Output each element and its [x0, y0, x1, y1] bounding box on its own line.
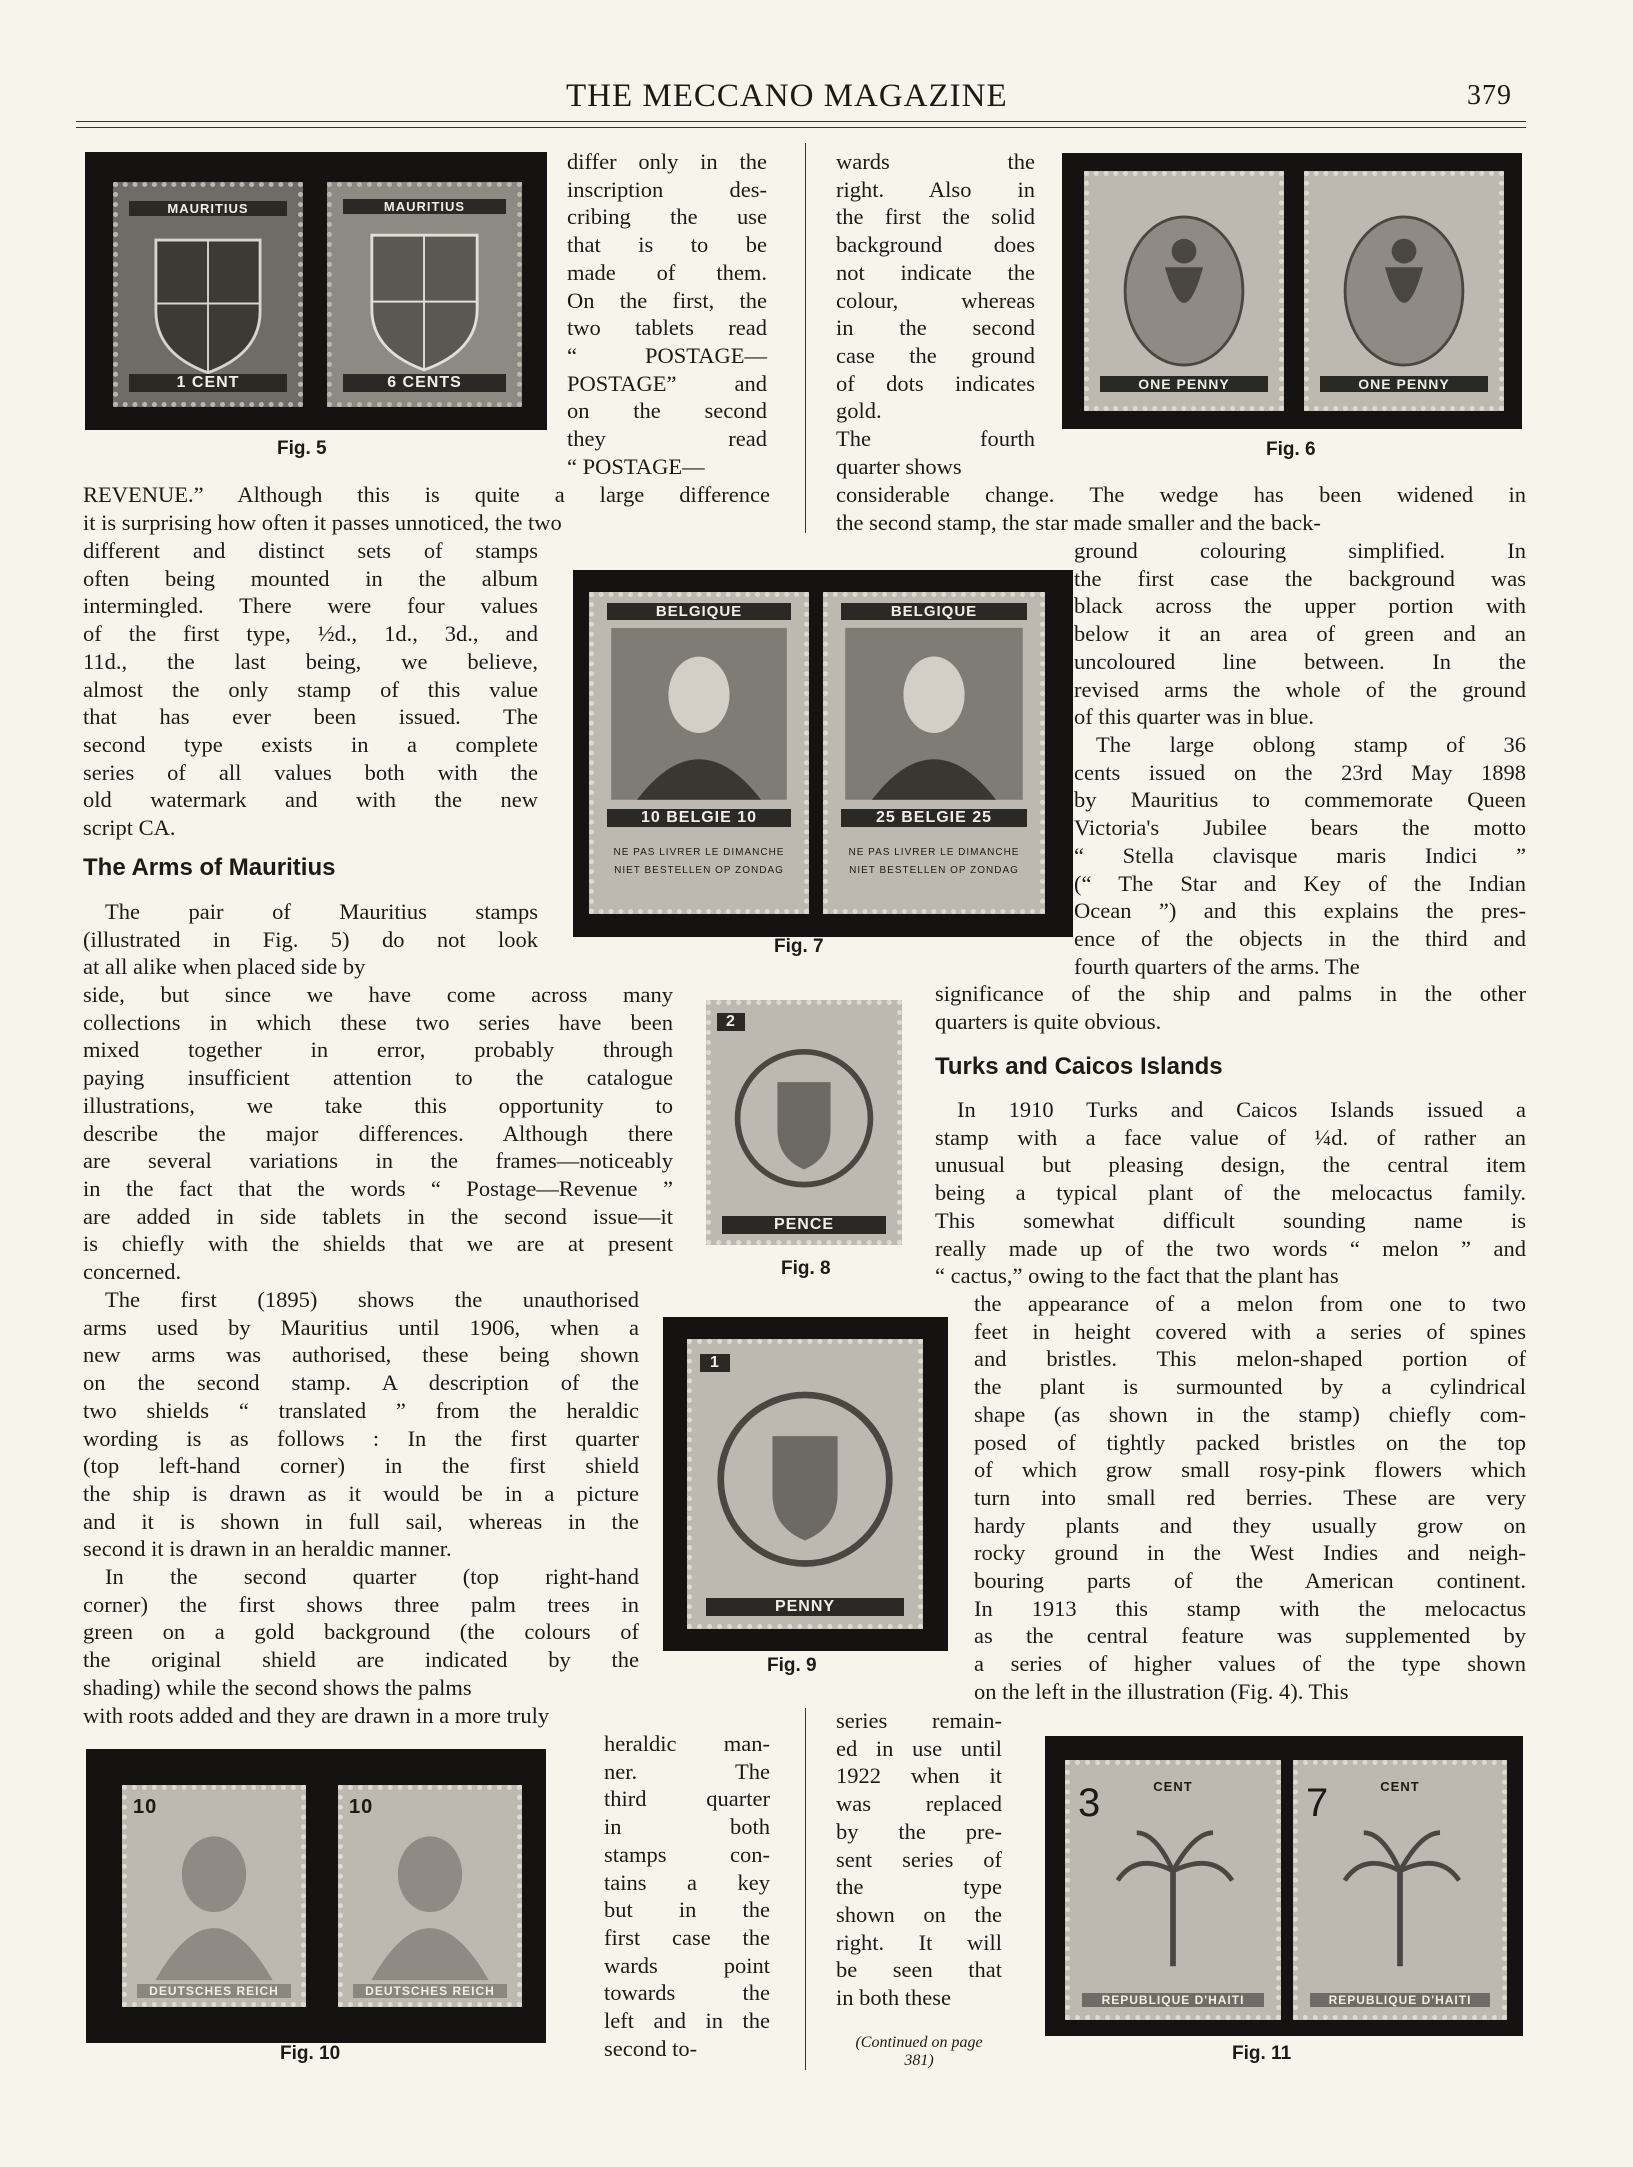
- zealandia-figure-icon: [1089, 176, 1279, 406]
- text-line: but in the: [604, 1897, 770, 1923]
- text-line: background does: [836, 232, 1035, 258]
- text-line: by the pre-: [836, 1818, 1002, 1844]
- text-line: in both: [604, 1814, 770, 1840]
- text-line: inscription des-: [567, 176, 767, 202]
- haiti-7-cent-stamp: [1293, 1760, 1507, 2020]
- coat-of-arms-icon: [711, 1005, 897, 1240]
- germania-10-stamp: [338, 1785, 522, 2007]
- text-line: second to-: [604, 2035, 698, 2061]
- text-line: not indicate the: [836, 259, 1035, 285]
- text-line: a series of higher values of the type shown: [974, 1651, 1526, 1677]
- text-line: ed in use until: [836, 1735, 1002, 1761]
- text-line: third quarter: [604, 1786, 770, 1812]
- text-line: cents issued on the 23rd May 1898: [1074, 759, 1526, 785]
- paragraph: [836, 481, 1526, 536]
- text-line: are added in side tablets in the second issue—it: [83, 1203, 673, 1229]
- stamp-top-label: MAURITIUS: [129, 201, 287, 216]
- text-line: heraldic man-: [604, 1731, 770, 1756]
- text-line: mixed together in error, probably through: [83, 1037, 673, 1063]
- text-line: in the fact that the words “ Postage—Revenue ”: [83, 1175, 673, 1201]
- text-line: ence of the objects in the third and: [1074, 925, 1526, 951]
- stamp-bottom-label: PENNY: [706, 1598, 905, 1616]
- stamp-value-label: 10: [349, 1796, 374, 1818]
- text-line: (top left-hand corner) in the first shield: [83, 1453, 639, 1479]
- stamp-tab-label: NIET BESTELLEN OP ZONDAG: [849, 865, 1019, 876]
- paragraph: [83, 898, 538, 981]
- paragraph: [567, 148, 767, 480]
- text-line: sent series of: [836, 1846, 1002, 1872]
- paragraph: [1074, 731, 1526, 980]
- text-line: arms used by Mauritius until 1906, when a: [83, 1314, 639, 1340]
- text-line: uncoloured line between. In the: [1074, 648, 1526, 674]
- text-line: The fourth: [836, 426, 1035, 452]
- text-line: and bristles. This melon-shaped portion of: [974, 1346, 1526, 1372]
- stamp-top-label: CENT: [1153, 1779, 1193, 1794]
- text-line: black across the upper portion with: [1074, 593, 1526, 619]
- text-line: case the ground: [836, 342, 1035, 368]
- paragraph: [83, 537, 538, 842]
- text-line: and it is shown in full sail, whereas in the: [83, 1508, 639, 1534]
- germania-10-stamp: [122, 1785, 306, 2007]
- paragraph: [83, 1286, 639, 1563]
- magazine-title: THE MECCANO MAGAZINE: [566, 78, 1008, 114]
- text-line: of which grow small rosy-pink flowers which: [974, 1457, 1526, 1483]
- text-line: right. Also in: [836, 176, 1035, 202]
- stamp-value-label: 10 BELGIE 10: [607, 809, 792, 827]
- paragraph: [836, 148, 1035, 480]
- text-line: of this quarter was in blue.: [1074, 704, 1314, 730]
- text-line: collections in which these two series have been: [83, 1009, 673, 1035]
- figure-9-plate: [663, 1317, 948, 1651]
- text-line: by Mauritius to commemorate Queen: [1074, 787, 1526, 813]
- text-line: towards the: [604, 1980, 770, 2006]
- text-line: (illustrated in Fig. 5) do not look: [83, 926, 538, 952]
- text-line: of the first type, ½d., 1d., 3d., and: [83, 621, 538, 647]
- stamp-top-label: CENT: [1380, 1779, 1420, 1794]
- text-line: Ocean ”) and this explains the pres-: [1074, 898, 1526, 924]
- text-line: with roots added and they are drawn in a more truly: [83, 1703, 550, 1728]
- new-zealand-penny-stamp: [1304, 171, 1504, 411]
- text-line: stamp with a face value of ¼d. of rather an: [935, 1124, 1526, 1150]
- paragraph: [83, 1702, 770, 1730]
- paragraph: [604, 1730, 770, 2062]
- text-line: In 1913 this stamp with the melocactus: [974, 1595, 1526, 1621]
- text-line: it is surprising how often it passes unnoticed, the two: [83, 509, 562, 535]
- text-line: that is to be: [567, 232, 767, 258]
- stamp-value-label: 6 CENTS: [343, 374, 506, 392]
- text-line: be seen that: [836, 1957, 1002, 1983]
- text-line: On the first, the: [567, 287, 767, 313]
- text-line: the first the solid: [836, 204, 1035, 230]
- text-line: fourth quarters of the arms. The: [1074, 953, 1360, 979]
- text-line: turn into small red berries. These are very: [974, 1484, 1526, 1510]
- text-line: was replaced: [836, 1791, 1002, 1817]
- text-line: shape (as shown in the stamp) chiefly com-: [974, 1401, 1526, 1427]
- text-line: that has ever been issued. The: [83, 704, 538, 730]
- text-line: left and in the: [604, 2008, 770, 2034]
- text-line: two tablets read: [567, 315, 767, 341]
- text-line: shading) while the second shows the palms: [83, 1674, 472, 1700]
- text-line: as the central feature was supplemented by: [974, 1623, 1526, 1649]
- shield-icon: [332, 187, 517, 402]
- stamp-value-label: ONE PENNY: [1320, 376, 1487, 392]
- paragraph: [836, 1707, 1002, 2012]
- column-divider: [805, 1708, 806, 2070]
- text-line: POSTAGE” and: [567, 370, 767, 396]
- text-line: ner. The: [604, 1758, 770, 1784]
- coat-of-arms-icon: [692, 1344, 918, 1624]
- text-line: the type: [836, 1874, 1002, 1900]
- shield-icon: [118, 187, 298, 402]
- paragraph: [1074, 537, 1526, 731]
- text-line: really made up of the two words “ melon ” and: [935, 1235, 1526, 1261]
- text-line: quarters is quite obvious.: [935, 1008, 1162, 1034]
- stamp-value-label: 2: [717, 1013, 745, 1031]
- text-line: old watermark and with the new: [83, 787, 538, 813]
- new-zealand-penny-stamp: [1084, 171, 1284, 411]
- text-line: corner) the first shows three palm trees in: [83, 1591, 639, 1617]
- text-line: (Continued on page: [855, 2034, 983, 2051]
- text-line: concerned.: [83, 1259, 182, 1285]
- text-line: “ Stella clavisque maris Indici ”: [1074, 842, 1526, 868]
- stamp-top-label: BELGIQUE: [841, 603, 1028, 620]
- text-line: Victoria's Jubilee bears the motto: [1074, 815, 1526, 841]
- paragraph: [83, 1563, 639, 1702]
- text-line: two shields “ translated ” from the heraldic: [83, 1397, 639, 1423]
- figure-6-plate: [1062, 153, 1522, 429]
- text-line: cribing the use: [567, 204, 767, 230]
- text-line: (“ The Star and Key of the Indian: [1074, 870, 1526, 896]
- text-line: ground colouring simplified. In: [1074, 538, 1526, 563]
- text-line: below it an area of green and an: [1074, 621, 1526, 647]
- zealandia-figure-icon: [1309, 176, 1499, 406]
- text-line: stamps con-: [604, 1841, 770, 1867]
- text-line: series of all values both with the: [83, 759, 538, 785]
- figure-7-caption: Fig. 7: [774, 936, 824, 957]
- text-line: gold.: [836, 398, 882, 424]
- text-line: first case the: [604, 1924, 770, 1950]
- text-line: In 1910 Turks and Caicos Islands issued a: [957, 1097, 1526, 1122]
- text-line: “ POSTAGE—: [567, 342, 767, 368]
- stamp-top-label: BELGIQUE: [607, 603, 792, 620]
- king-portrait-icon: [594, 597, 804, 909]
- section-heading: The Arms of Mauritius: [83, 854, 336, 881]
- text-line: rocky ground in the West Indies and neigh-: [974, 1540, 1526, 1566]
- text-line: considerable change. The wedge has been widened in: [836, 482, 1526, 507]
- text-line: revised arms the whole of the ground: [1074, 676, 1526, 702]
- paragraph: [974, 1290, 1526, 1706]
- germania-figure-icon: [127, 1790, 301, 2002]
- germania-figure-icon: [343, 1790, 517, 2002]
- text-line: The first (1895) shows the unauthorised: [105, 1287, 639, 1312]
- text-line: quarter shows: [836, 453, 962, 479]
- text-line: is chiefly with the shields that we are at present: [83, 1231, 673, 1257]
- text-line: the first case the background was: [1074, 565, 1526, 591]
- continued-note: [836, 2034, 1002, 2070]
- stamp-top-label: MAURITIUS: [343, 199, 506, 214]
- text-line: In the second quarter (top right-hand: [105, 1564, 639, 1589]
- text-line: different and distinct sets of stamps: [83, 538, 538, 563]
- text-line: almost the only stamp of this value: [83, 676, 538, 702]
- text-line: “ cactus,” owing to the fact that the plant has: [935, 1263, 1339, 1289]
- stamp-bottom-label: DEUTSCHES REICH: [353, 1984, 506, 1998]
- column-divider: [805, 143, 806, 533]
- text-line: “ POSTAGE—: [567, 453, 705, 479]
- text-line: being a typical plant of the melocactus family.: [935, 1180, 1526, 1206]
- text-line: REVENUE.” Although this is quite a large difference: [83, 482, 770, 507]
- text-line: unusual but pleasing design, the central item: [935, 1152, 1526, 1178]
- mauritius-1-cent-stamp: [113, 182, 303, 407]
- text-line: The large oblong stamp of 36: [1096, 732, 1526, 757]
- text-line: describe the major differences. Although there: [83, 1120, 673, 1146]
- stamp-bottom-label: PENCE: [722, 1216, 886, 1234]
- text-line: intermingled. There were four values: [83, 593, 538, 619]
- belgium-25-stamp: [823, 592, 1045, 914]
- figure-11-caption: Fig. 11: [1232, 2043, 1292, 2064]
- figure-5-caption: Fig. 5: [277, 438, 327, 459]
- text-line: 381): [904, 2052, 934, 2069]
- text-line: the ship is drawn as it would be in a picture: [83, 1480, 639, 1506]
- stamp-tab-label: NIET BESTELLEN OP ZONDAG: [614, 865, 784, 876]
- stamp-bottom-label: DEUTSCHES REICH: [137, 1984, 290, 1998]
- text-line: on the left in the illustration (Fig. 4). This: [974, 1678, 1349, 1704]
- text-line: made of them.: [567, 259, 767, 285]
- text-line: green on a gold background (the colours of: [83, 1619, 639, 1645]
- text-line: on the second stamp. A description of the: [83, 1370, 639, 1396]
- text-line: series remain-: [836, 1708, 1002, 1733]
- text-line: This somewhat difficult sounding name is: [935, 1207, 1526, 1233]
- page-number: 379: [1467, 80, 1512, 111]
- stamp-value-label: 10: [133, 1796, 158, 1818]
- stamp-tab-label: NE PAS LIVRER LE DIMANCHE: [848, 847, 1020, 858]
- text-line: hardy plants and they usually grow on: [974, 1512, 1526, 1538]
- text-line: at all alike when placed side by: [83, 954, 366, 980]
- king-portrait-icon: [828, 597, 1040, 909]
- text-line: differ only in the: [567, 149, 767, 174]
- text-line: the plant is surmounted by a cylindrical: [974, 1374, 1526, 1400]
- belgium-10-stamp: [589, 592, 809, 914]
- text-line: 11d., the last being, we believe,: [83, 648, 538, 674]
- text-line: often being mounted in the album: [83, 565, 538, 591]
- header-rule-bottom: [76, 127, 1526, 128]
- text-line: of dots indicates: [836, 370, 1035, 396]
- text-line: wards point: [604, 1952, 770, 1978]
- figure-5-plate: [85, 152, 547, 430]
- paragraph: [83, 481, 770, 536]
- figure-6-caption: Fig. 6: [1266, 439, 1316, 460]
- paragraph: [935, 1096, 1526, 1290]
- figure-8-stamp: [706, 1000, 902, 1245]
- text-line: colour, whereas: [836, 287, 1035, 313]
- text-line: illustrations, we take this opportunity to: [83, 1092, 673, 1118]
- figure-10-plate: [86, 1749, 546, 2043]
- text-line: on the second: [567, 398, 767, 424]
- text-line: they read: [567, 426, 767, 452]
- stamp-tab-label: NE PAS LIVRER LE DIMANCHE: [613, 847, 785, 858]
- mauritius-6-cents-stamp: [327, 182, 522, 407]
- text-line: wording is as follows : In the first quarter: [83, 1425, 639, 1451]
- text-line: The pair of Mauritius stamps: [105, 899, 538, 924]
- text-line: the appearance of a melon from one to two: [974, 1291, 1526, 1316]
- text-line: shown on the: [836, 1901, 1002, 1927]
- text-line: new arms was authorised, these being shown: [83, 1342, 639, 1368]
- text-line: paying insufficient attention to the catalogue: [83, 1065, 673, 1091]
- figure-7-plate: [573, 570, 1073, 937]
- text-line: posed of tightly packed bristles on the top: [974, 1429, 1526, 1455]
- text-line: in both these: [836, 1985, 951, 2011]
- paragraph: [83, 981, 673, 1286]
- stamp-value-label: 1: [700, 1354, 730, 1372]
- text-line: the original shield are indicated by the: [83, 1647, 639, 1673]
- haiti-3-cent-stamp: [1065, 1760, 1281, 2020]
- figure-8-caption: Fig. 8: [781, 1258, 831, 1279]
- text-line: second type exists in a complete: [83, 731, 538, 757]
- text-line: significance of the ship and palms in the other: [935, 981, 1526, 1006]
- stamp-value-label: 1 CENT: [129, 374, 287, 392]
- header-rule-top: [76, 121, 1526, 122]
- section-heading: Turks and Caicos Islands: [935, 1053, 1223, 1080]
- stamp-bottom-label: REPUBLIQUE D'HAITI: [1310, 1993, 1490, 2007]
- stamp-value-label: 7: [1306, 1781, 1330, 1825]
- stamp-value-label: 25 BELGIE 25: [841, 809, 1028, 827]
- text-line: bouring parts of the American continent.: [974, 1568, 1526, 1594]
- text-line: side, but since we have come across many: [83, 982, 673, 1007]
- figure-10-caption: Fig. 10: [280, 2043, 341, 2064]
- text-line: 1922 when it: [836, 1763, 1002, 1789]
- text-line: the second stamp, the star made smaller and the back-: [836, 509, 1321, 535]
- figure-9-caption: Fig. 9: [767, 1655, 817, 1676]
- figure-11-plate: [1045, 1736, 1523, 2036]
- figure-9-stamp: [687, 1339, 923, 1629]
- text-line: are several variations in the frames—noticeably: [83, 1148, 673, 1174]
- stamp-bottom-label: REPUBLIQUE D'HAITI: [1082, 1993, 1263, 2007]
- text-line: right. It will: [836, 1929, 1002, 1955]
- text-line: wards the: [836, 149, 1035, 174]
- paragraph: [935, 980, 1526, 1035]
- text-line: feet in height covered with a series of spines: [974, 1318, 1526, 1344]
- text-line: script CA.: [83, 815, 176, 841]
- stamp-value-label: 3: [1078, 1781, 1102, 1825]
- text-line: tains a key: [604, 1869, 770, 1895]
- text-line: second it is drawn in an heraldic manner.: [83, 1536, 452, 1562]
- stamp-value-label: ONE PENNY: [1100, 376, 1267, 392]
- text-line: in the second: [836, 315, 1035, 341]
